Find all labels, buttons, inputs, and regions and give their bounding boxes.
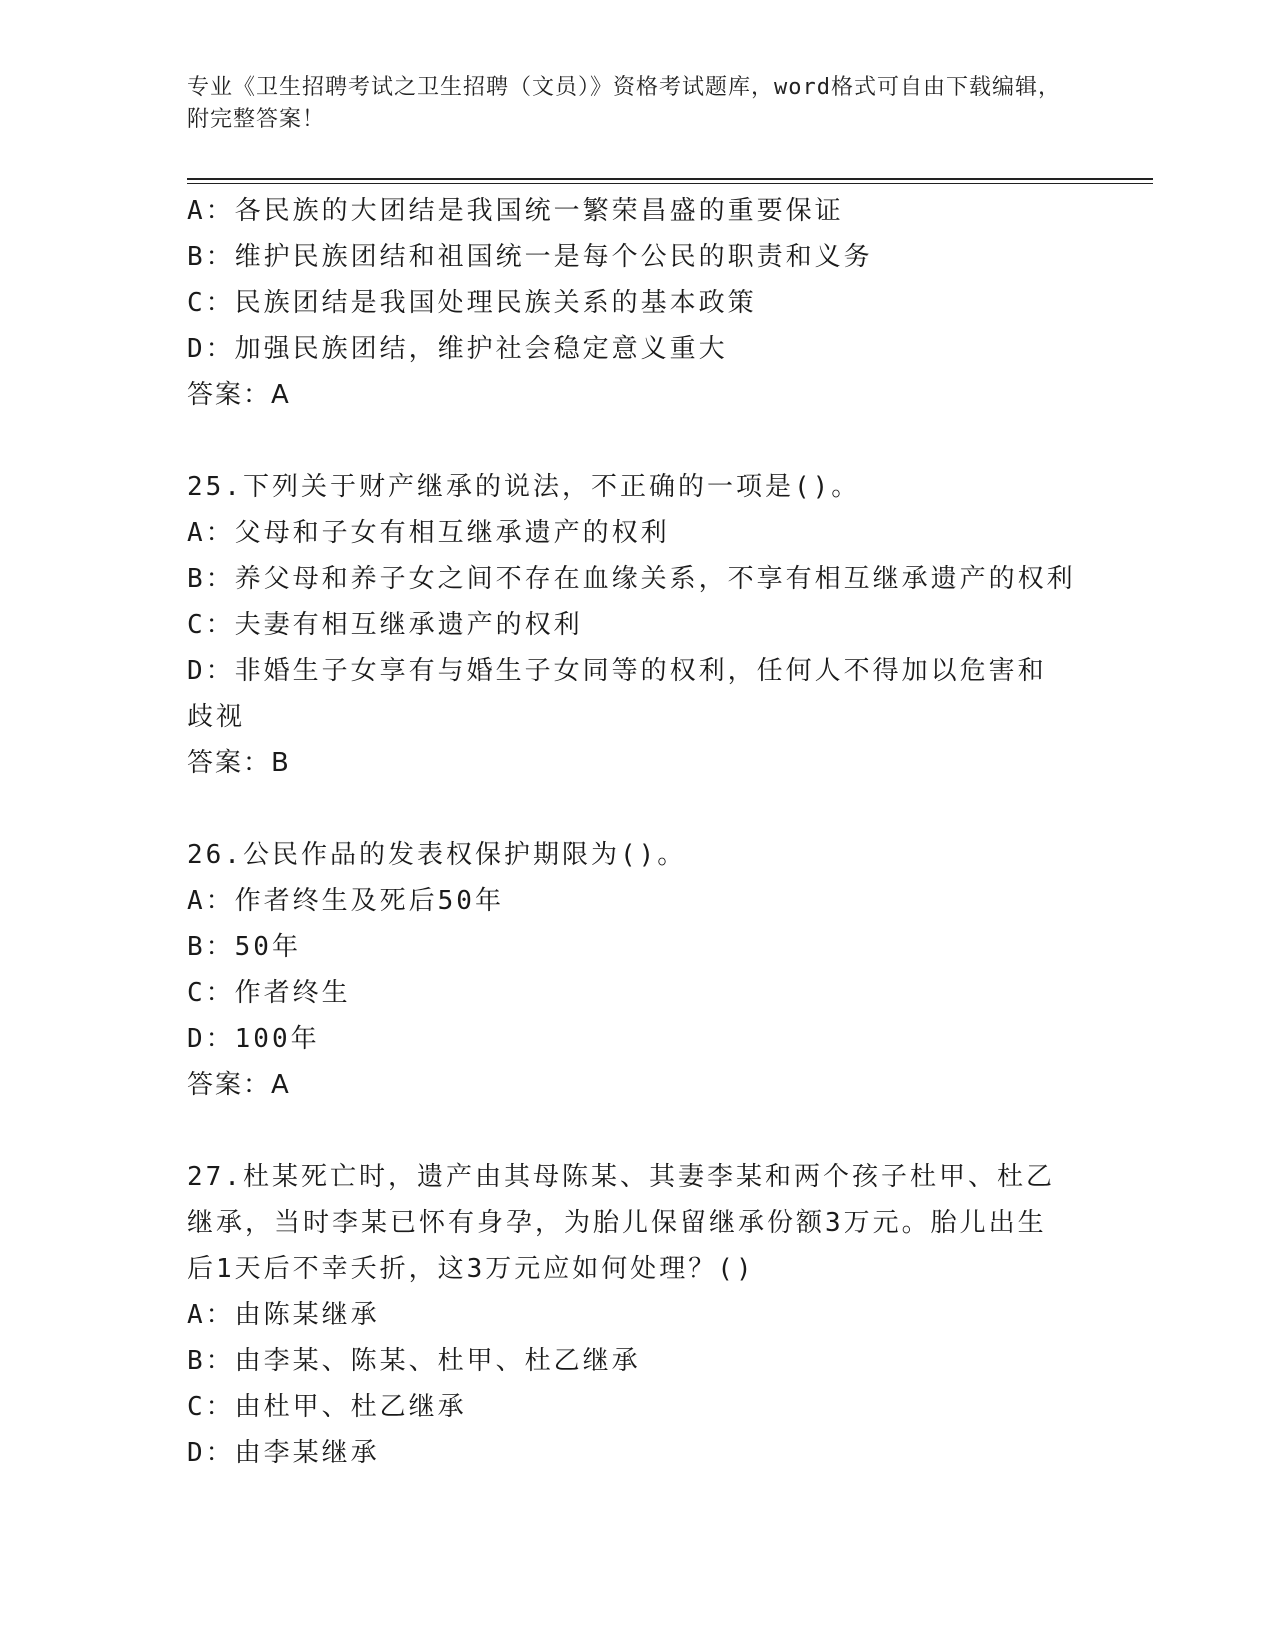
option-c: C：由杜甲、杜乙继承 [187, 1392, 467, 1422]
question-26 [187, 832, 1087, 1108]
option-d: D：非婚生子女享有与婚生子女同等的权利，任何人不得加以危害和歧视 [187, 656, 1047, 732]
option-a: A：由陈某继承 [187, 1300, 380, 1330]
question-stem: 25.下列关于财产继承的说法，不正确的一项是()。 [187, 472, 861, 502]
question-stem: 27.杜某死亡时，遗产由其母陈某、其妻李某和两个孩子杜甲、杜乙继承，当时李某已怀有身孕，为胎儿保留继承份额3万元。胎儿出生后1天后不幸夭折，这3万元应如何处理？() [187, 1162, 1055, 1284]
option-b: B：由李某、陈某、杜甲、杜乙继承 [187, 1346, 641, 1376]
header-divider-thick [187, 178, 1153, 180]
question-25 [187, 464, 1087, 786]
answer-line: 答案：B [187, 748, 291, 778]
question-24 [187, 188, 1087, 418]
option-b: B：50年 [187, 932, 301, 962]
question-stem: 26.公民作品的发表权保护期限为()。 [187, 840, 687, 870]
option-b: B：养父母和养子女之间不存在血缘关系，不享有相互继承遗产的权利 [187, 564, 1076, 594]
answer-line: 答案：A [187, 1070, 291, 1100]
option-a: A：父母和子女有相互继承遗产的权利 [187, 518, 670, 548]
option-a: A：作者终生及死后50年 [187, 886, 504, 916]
question-list [187, 188, 1087, 1476]
question-27 [187, 1154, 1087, 1476]
option-d: D：100年 [187, 1024, 320, 1054]
option-d: D：加强民族团结，维护社会稳定意义重大 [187, 334, 728, 364]
document-header: 专业《卫生招聘考试之卫生招聘（文员）》资格考试题库，word格式可自由下载编辑，附完整答案！ [187, 75, 1061, 132]
option-c: C：作者终生 [187, 978, 351, 1008]
option-c: C：夫妻有相互继承遗产的权利 [187, 610, 583, 640]
header-divider-thin [187, 183, 1153, 184]
answer-line: 答案：A [187, 380, 291, 410]
option-a: A：各民族的大团结是我国统一繁荣昌盛的重要保证 [187, 196, 844, 226]
option-c: C：民族团结是我国处理民族关系的基本政策 [187, 288, 757, 318]
option-b: B：维护民族团结和祖国统一是每个公民的职责和义务 [187, 242, 873, 272]
option-d: D：由李某继承 [187, 1438, 380, 1468]
